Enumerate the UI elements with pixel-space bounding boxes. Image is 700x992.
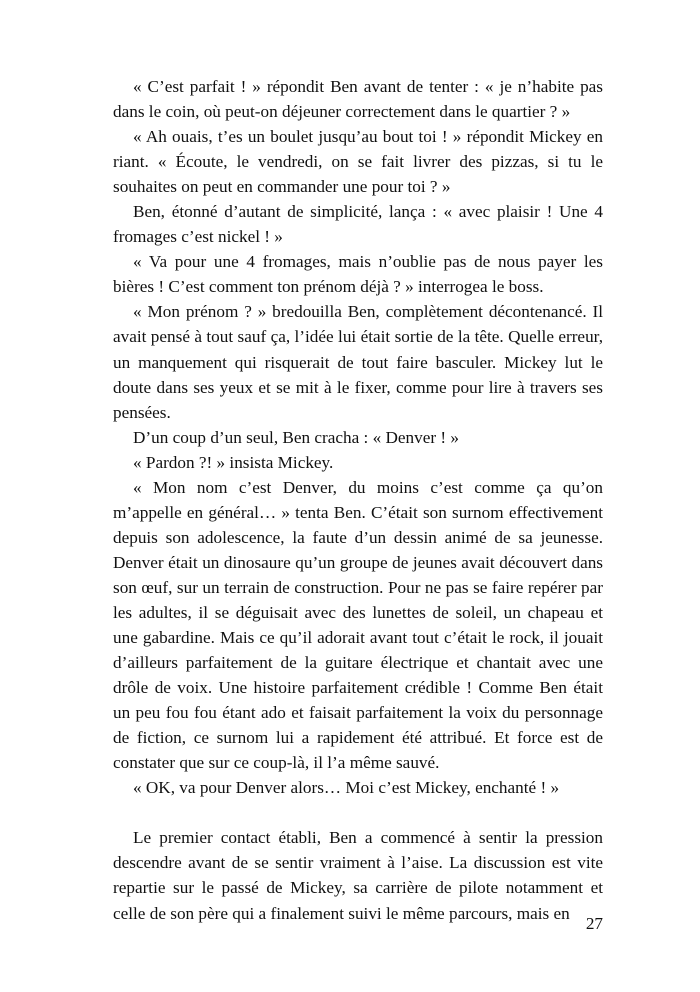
paragraph-3: Ben, étonné d’autant de simplicité, lança : « avec plaisir ! Une 4 fromages c’est nickel ! » — [113, 202, 603, 247]
paragraph-4: « Va pour une 4 fromages, mais n’oublie pas de nous payer les bières ! C’est comment ton prénom déjà ? » interrogea le boss. — [113, 252, 603, 297]
paragraph-6: D’un coup d’un seul, Ben cracha : « Denver ! » — [133, 427, 459, 447]
paragraph-2: « Ah ouais, t’es un boulet jusqu’au bout toi ! » répondit Mickey en riant. « Écoute, le vendredi, on se fait livrer des pizzas, si tu le souhaites on peut en commander une pour toi ? » — [113, 127, 603, 197]
paragraph-10: Le premier contact établi, Ben a commencé à sentir la pression descendre avant de se sentir vraiment à l’aise. La discussion est vite repartie sur le passé de Mickey, sa carrière de pilote notamment et celle de son père qui a finalement suivi le même parcours, mais en — [113, 828, 603, 923]
page-number: 27 — [585, 914, 603, 933]
paragraph-8: « Mon nom c’est Denver, du moins c’est comme ça qu’on m’appelle en général… » tenta Ben. C’était son surnom effectivement depuis son adolescence, la faute d’un dessin animé de sa jeunesse. Denver était un dinosaure qu’un groupe de jeunes avait découvert dans son œuf, sur un terrain de construction. Pour ne pas se faire repérer par les adultes, il se déguisait avec des lunettes de soleil, un chapeau et une gabardine. Mais ce qu’il adorait avant tout c’était le rock, il jouait d’ailleurs parfaitement de la guitare électrique et chantait avec une drôle de voix. Une histoire parfaitement crédible ! Comme Ben était un peu fou fou étant ado et faisait parfaitement la voix du personnage de fiction, ce surnom lui a rapidement été attribué. Et force est de constater que sur ce coup-là, il l’a même sauvé. — [113, 477, 603, 773]
paragraph-7: « Pardon ?! » insista Mickey. — [133, 452, 334, 472]
paragraph-5: « Mon prénom ? » bredouilla Ben, complètement décontenancé. Il avait pensé à tout sauf ça, l’idée lui était sortie de la tête. Quelle erreur, un manquement qui risquerait de tout faire basculer. Mickey lut le doute dans ses yeux et se mit à le fixer, comme pour lire à travers ses pensées. — [113, 302, 603, 422]
page-body — [113, 74, 603, 926]
paragraph-1: « C’est parfait ! » répondit Ben avant de tenter : « je n’habite pas dans le coin, où peut-on déjeuner correctement dans le quartier ? » — [113, 77, 603, 122]
paragraph-9: « OK, va pour Denver alors… Moi c’est Mickey, enchanté ! » — [133, 778, 560, 798]
